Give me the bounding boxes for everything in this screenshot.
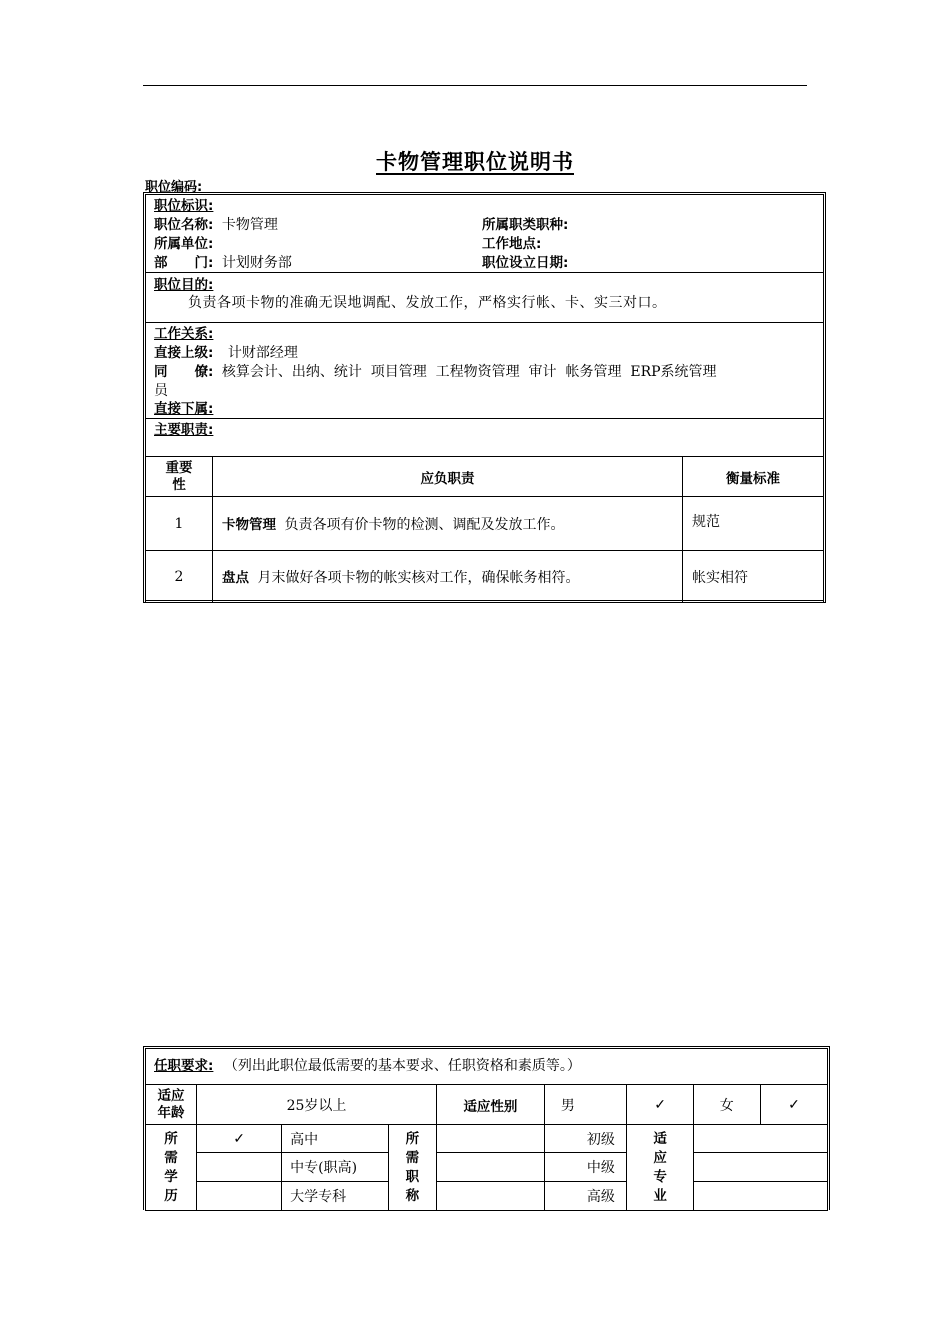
major-blank	[693, 1153, 827, 1182]
category-label: 所属职类职种:	[482, 217, 569, 233]
title-level: 高级	[544, 1182, 627, 1211]
gender-label: 适应性别	[437, 1085, 545, 1125]
relations-heading: 工作关系:	[154, 326, 214, 342]
location-label: 工作地点:	[482, 236, 542, 252]
superior-row	[154, 344, 298, 363]
duties-heading-section	[146, 419, 823, 456]
edu-row	[146, 1153, 828, 1182]
major-label: 适 应 专 业	[627, 1125, 693, 1211]
gender-female: 女	[693, 1085, 760, 1125]
header-rule	[143, 85, 807, 86]
requirements-note: （列出此职位最低需要的基本要求、任职资格和素质等。）	[223, 1058, 581, 1074]
title-level: 初级	[544, 1125, 627, 1153]
row-importance: 1	[146, 497, 213, 551]
document-title: 卡物管理职位说明书	[376, 150, 574, 174]
peers-label: 同 僚:	[154, 364, 214, 380]
row-importance: 2	[146, 551, 213, 603]
major-blank	[693, 1125, 827, 1153]
superior-label: 直接上级:	[154, 345, 214, 361]
relations-section	[146, 323, 823, 419]
identity-heading: 职位标识:	[154, 198, 214, 214]
requirements-box	[143, 1046, 830, 1210]
row-standard: 帐实相符	[683, 551, 824, 603]
edu-row	[146, 1182, 828, 1211]
position-name-label: 职位名称:	[154, 217, 214, 233]
identity-section	[146, 195, 823, 273]
row-standard: 规范	[683, 497, 824, 551]
department-row	[154, 254, 292, 273]
age-label: 适应 年龄	[146, 1085, 197, 1125]
subordinate-label: 直接下属:	[154, 401, 214, 417]
major-blank	[693, 1182, 827, 1211]
age-value: 25岁以上	[197, 1085, 437, 1125]
setup-date-label: 职位设立日期:	[482, 255, 569, 271]
superior-value: 计财部经理	[227, 345, 298, 361]
edu-level: 高中	[282, 1125, 389, 1153]
unit-label: 所属单位:	[154, 236, 214, 252]
edu-row	[146, 1125, 828, 1153]
duties-heading: 主要职责:	[154, 422, 214, 438]
position-name-value: 卡物管理	[221, 217, 278, 233]
table-row	[146, 551, 824, 603]
purpose-section	[146, 273, 823, 323]
row-duty-title: 盘点	[222, 570, 249, 586]
edu-check: ✓	[197, 1125, 282, 1153]
edu-check	[197, 1153, 282, 1182]
row-duty-desc: 负责各项有价卡物的检测、调配及发放工作。	[284, 517, 565, 533]
standard-header: 衡量标准	[683, 457, 824, 497]
position-code-label: 职位编码:	[145, 180, 203, 195]
purpose-text: 负责各项卡物的准确无误地调配、发放工作，严格实行帐、卡、实三对口。	[188, 295, 667, 311]
position-name-row	[154, 216, 278, 235]
title-blank	[437, 1153, 545, 1182]
purpose-heading: 职位目的:	[154, 277, 214, 293]
row-duty-desc: 月末做好各项卡物的帐实核对工作，确保帐务相符。	[257, 570, 580, 586]
row-duty	[213, 497, 683, 551]
title-level: 中级	[544, 1153, 627, 1182]
table-row	[146, 497, 824, 551]
edu-level: 中专(职高)	[282, 1153, 389, 1182]
department-label: 部 门:	[154, 255, 214, 271]
edu-level: 大学专科	[282, 1182, 389, 1211]
row-duty-title: 卡物管理	[222, 517, 276, 533]
education-label: 所 需 学 历	[146, 1125, 197, 1211]
importance-header: 重要 性	[146, 457, 213, 497]
female-check: ✓	[760, 1085, 827, 1125]
requirements-table	[145, 1084, 828, 1211]
requirements-heading-row	[154, 1057, 581, 1076]
peers-value: 核算会计、出纳、统计 项目管理 工程物资管理 审计 帐务管理 ERP系统管理	[221, 364, 717, 380]
male-check: ✓	[627, 1085, 693, 1125]
duty-header: 应负职责	[213, 457, 683, 497]
title-blank	[437, 1182, 545, 1211]
duties-table	[145, 456, 824, 603]
age-gender-row	[146, 1085, 828, 1125]
edu-check	[197, 1182, 282, 1211]
duties-header-row	[146, 457, 824, 497]
row-duty	[213, 551, 683, 603]
department-value: 计划财务部	[221, 255, 292, 271]
peers-value-cont: 员	[154, 383, 168, 399]
requirements-heading: 任职要求:	[154, 1058, 214, 1074]
gender-male: 男	[544, 1085, 627, 1125]
title-label: 所 需 职 称	[388, 1125, 436, 1211]
peers-row	[154, 363, 717, 382]
job-description-box	[143, 192, 826, 603]
title-blank	[437, 1125, 545, 1153]
